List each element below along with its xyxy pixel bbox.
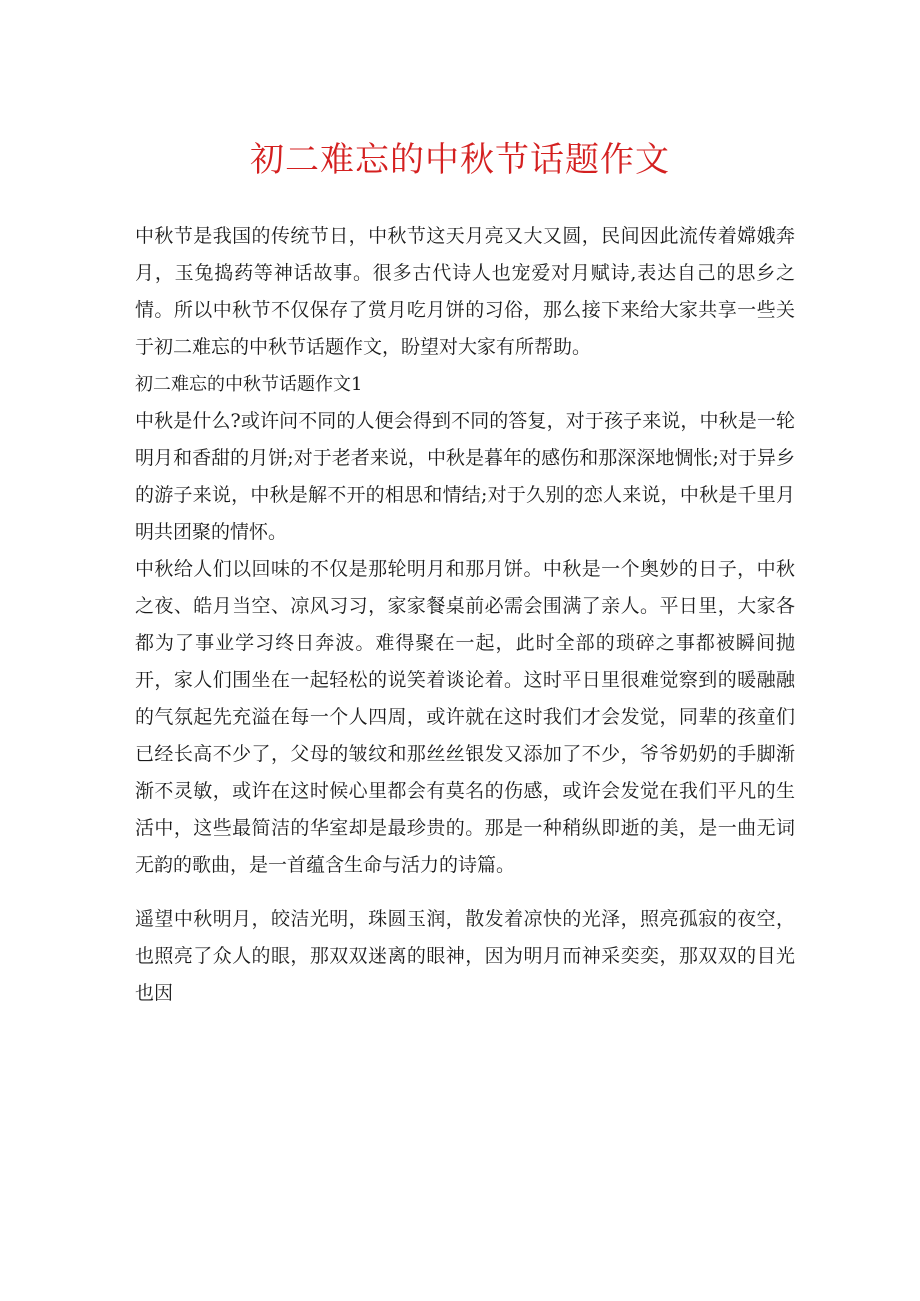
document-title: 初二难忘的中秋节话题作文 xyxy=(250,140,670,180)
section-heading: 初二难忘的中秋节话题作文1 xyxy=(135,374,363,395)
body-paragraph-2: 中秋给人们以回味的不仅是那轮明月和那月饼。中秋是一个奥妙的日子，中秋之夜、皓月当空、凉风习习，家家餐桌前必需会围满了亲人。平日里，大家各都为了事业学习终日奔波。难得聚在一起，此时全部的琐碎之事都被瞬间抛开，家人们围坐在一起轻松的说笑着谈论着。这时平日里很难觉察到的暖融融的气氛起先充溢在每一个人四周，或许就在这时我们才会发觉，同辈的孩童们已经长高不少了，父母的皱纹和那丝丝银发又添加了不少，爷爷奶奶的手脚渐渐不灵敏，或许在这时候心里都会有莫名的伤感，或许会发觉在我们平凡的生活中，这些最简洁的华室却是最珍贵的。那是一种稍纵即逝的美，是一曲无词无韵的歌曲，是一首蕴含生命与活力的诗篇。 xyxy=(135,558,795,876)
body-paragraph-3: 遥望中秋明月，皎洁光明，珠圆玉润，散发着凉快的光泽，照亮孤寂的夜空，也照亮了众人的眼，那双双迷离的眼神，因为明月而神采奕奕，那双双的目光也因 xyxy=(135,908,795,1004)
body-paragraph-1: 中秋是什么?或许问不同的人便会得到不同的答复，对于孩子来说，中秋是一轮明月和香甜的月饼;对于老者来说，中秋是暮年的感伤和那深深地惆怅;对于异乡的游子来说，中秋是解不开的相思和情结;对于久别的恋人来说，中秋是千里月明共团聚的情怀。 xyxy=(135,410,795,543)
intro-paragraph: 中秋节是我国的传统节日，中秋节这天月亮又大又圆，民间因此流传着嫦娥奔月，玉兔捣药等神话故事。很多古代诗人也宠爱对月赋诗,表达自己的思乡之情。所以中秋节不仅保存了赏月吃月饼的习俗，那么接下来给大家共享一些关于初二难忘的中秋节话题作文，盼望对大家有所帮助。 xyxy=(135,225,795,358)
document-body xyxy=(135,218,795,1012)
